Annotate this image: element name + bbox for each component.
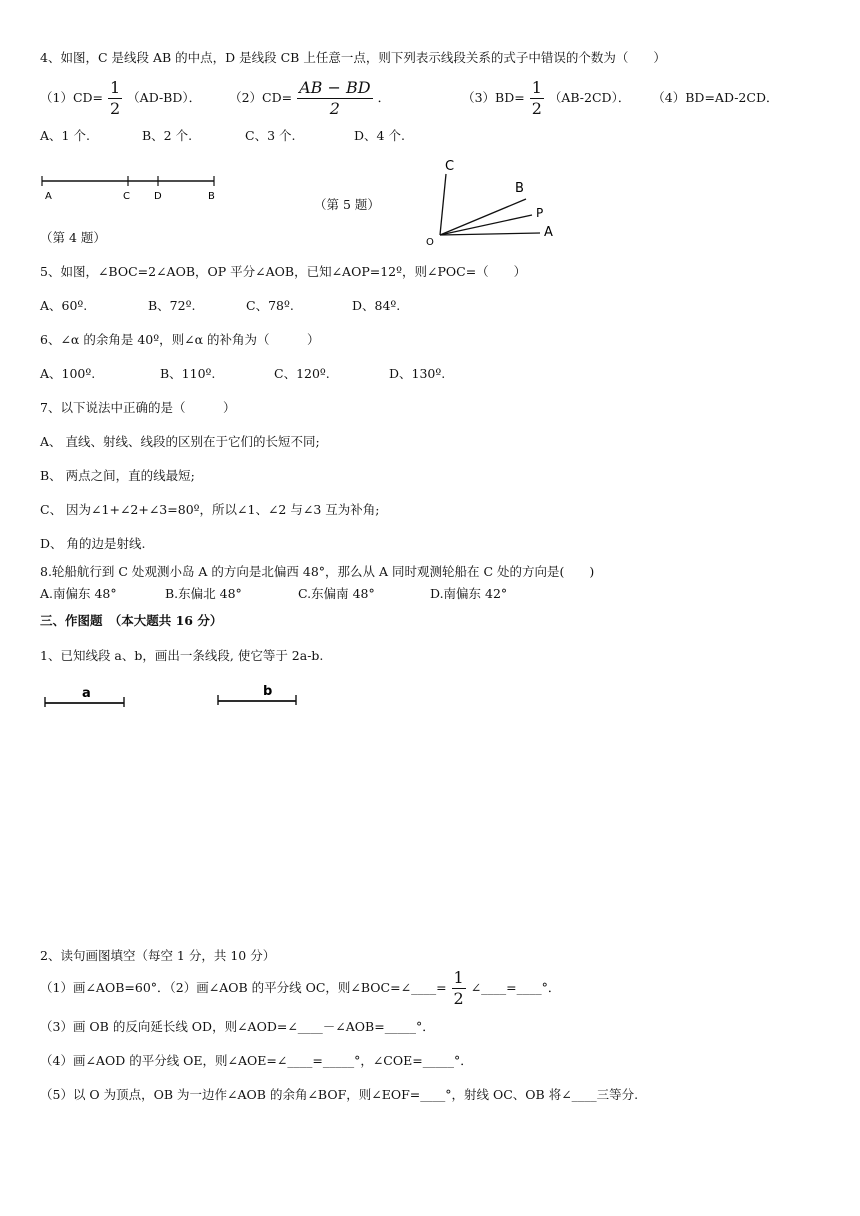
q7-choice-b: B、 两点之间，直的线最短; [40,468,195,483]
section3-q1-stem: 1、已知线段 a、b，画出一条线段, 使它等于 2a-b. [40,648,324,663]
segment-a-label: a [82,686,91,701]
q7-choice-c: C、 因为∠1+∠2+∠3=80º，所以∠1、∠2 与∠3 互为补角; [40,502,380,517]
q4-opt3-post: （AB-2CD）． [548,90,631,105]
q4-label-c: C [123,191,130,202]
q6-choice-c: C、120º. [274,366,330,381]
q2-line5: （5）以 O 为顶点，OB 为一边作∠AOB 的余角∠BOF，则∠EOF=____°，射线 OC、OB 将∠____三等分. [40,1087,639,1102]
q4-segment-figure [36,172,226,206]
q5-choice-a: A、60º. [40,298,88,313]
q8-choice-a: A.南偏东 48° [40,586,117,601]
q4-opt1-den: 2 [110,99,121,118]
q5-label-c: C [445,159,455,174]
q4-opt1-pre: （1）CD= [40,90,104,105]
q5-label-o: O [426,237,434,248]
q4-choice-d: D、4 个. [354,128,405,143]
q2-line1-fraction [452,970,466,1007]
q5-choice-c: C、78º. [246,298,294,313]
q4-opt2-num: AB − BD [299,78,371,97]
q7-choice-a: A、 直线、射线、线段的区别在于它们的长短不同; [40,434,320,449]
q5-caption: （第 5 题） [314,197,380,212]
q7-choice-d: D、 角的边是射线. [40,536,146,551]
q6-choice-b: B、110º. [160,366,216,381]
q4-opt3-num: 1 [531,78,542,97]
q4-choice-c: C、3 个. [245,128,296,143]
q7-stem: 7、以下说法中正确的是（ ） [40,400,236,415]
q4-options-row [40,80,778,117]
q8-choice-d: D.南偏东 42° [430,586,508,601]
q2-line4: （4）画∠AOD 的平分线 OE，则∠AOE=∠____=_____°，∠COE=_____°． [40,1053,473,1068]
q8-choice-c: C.东偏南 48° [298,586,375,601]
q5-angle-figure [420,152,570,248]
q5-label-a: A [544,225,553,240]
q4-opt2-post: ． [377,90,391,105]
q4-label-a: A [45,191,52,202]
q6-stem: 6、∠α 的余角是 40º，则∠α 的补角为（ ） [40,332,320,347]
q4-opt1-post: （AD-BD）． [127,90,202,105]
q5-label-b: B [515,181,524,196]
q4-opt1-fraction [108,80,122,117]
q6-choice-a: A、100º. [40,366,96,381]
q2-line1 [40,970,560,1007]
q4-opt4: （4）BD=AD-2CD． [652,90,779,105]
q4-opt3-fraction [530,80,544,117]
q4-opt2-pre: （2）CD= [229,90,293,105]
segment-b-figure [214,682,304,708]
q8-choice-b: B.东偏北 48° [165,586,242,601]
q2-line1-post: ∠____=____°． [470,980,561,995]
q5-stem: 5、如图，∠BOC=2∠AOB，OP 平分∠AOB，已知∠AOP=12º，则∠POC=（ ） [40,264,527,279]
q4-stem: 4、如图，C 是线段 AB 的中点，D 是线段 CB 上任意一点，则下列表示线段关系的式子中错误的个数为（ ） [40,50,666,65]
q4-opt3-pre: （3）BD= [462,90,525,105]
q8-stem: 8.轮船航行到 C 处观测小岛 A 的方向是北偏西 48°，那么从 A 同时观测轮船在 C 处的方向是( ) [40,564,595,579]
section3-title: 三、作图题 （本大题共 16 分） [40,613,223,628]
q4-choice-b: B、2 个. [142,128,193,143]
q4-choice-a: A、1 个. [40,128,90,143]
q4-opt2-den: 2 [329,99,340,118]
q5-label-p: P [536,206,544,220]
segment-a-figure [42,684,132,710]
q4-opt1-num: 1 [110,78,121,97]
q2-stem: 2、读句画图填空（每空 1 分，共 10 分） [40,948,276,963]
q5-choice-b: B、72º. [148,298,196,313]
q2-line3: （3）画 OB 的反向延长线 OD，则∠AOD=∠____－∠AOB=_____°． [40,1019,435,1034]
q2-line1-pre: （1）画∠AOB=60°．（2）画∠AOB 的平分线 OC，则∠BOC=∠____= [40,980,447,995]
q2-line1-den: 2 [453,989,464,1008]
q4-opt2-fraction [297,80,372,117]
q4-label-b: B [208,191,215,202]
q5-choice-d: D、84º. [352,298,401,313]
q2-line1-num: 1 [453,968,464,987]
q4-caption: （第 4 题） [40,230,106,245]
q6-choice-d: D、130º. [389,366,446,381]
q4-opt3-den: 2 [531,99,542,118]
q4-label-d: D [154,191,162,202]
segment-b-label: b [263,684,273,699]
